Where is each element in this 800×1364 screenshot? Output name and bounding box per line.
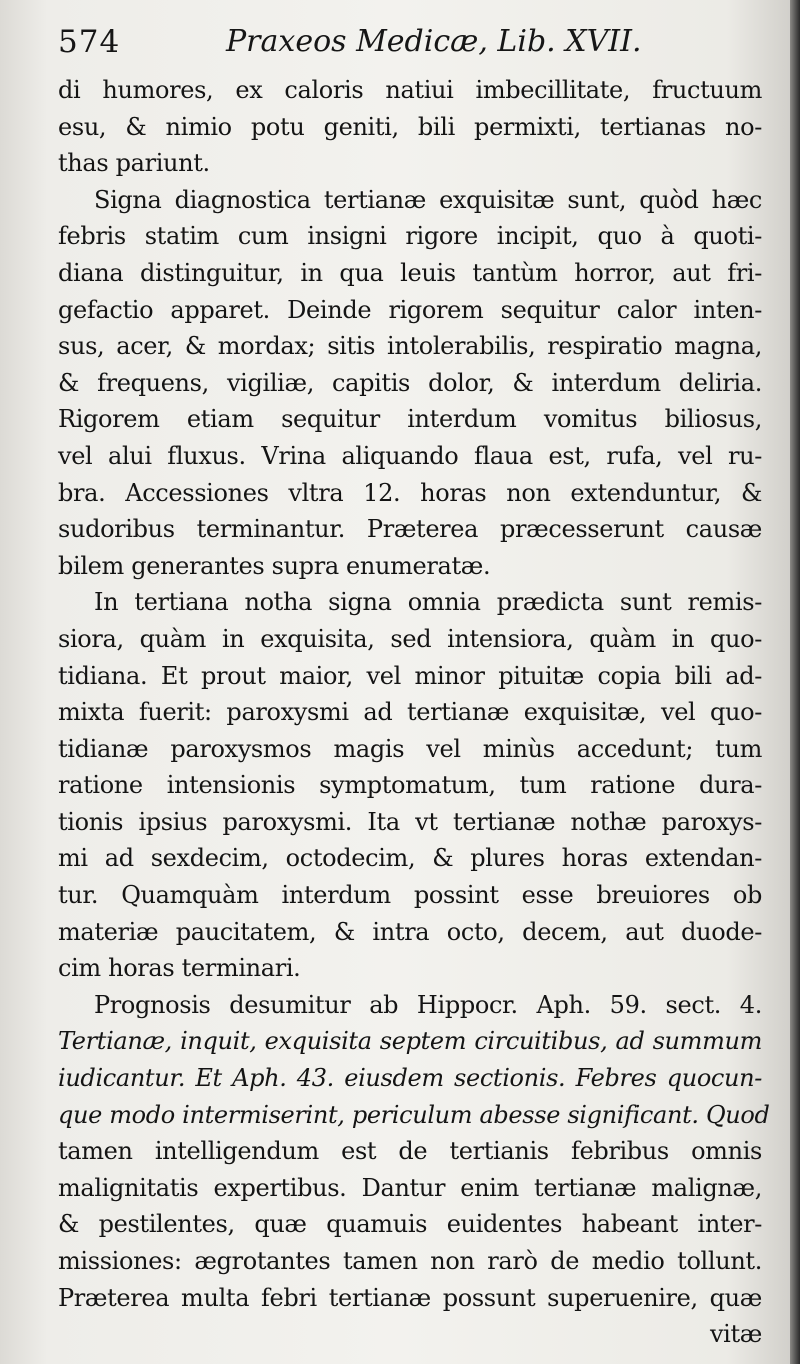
text-line: tur. Quamquàm interdum possint esse breuiores ob <box>58 881 762 910</box>
paragraph-first-line: Prognosis desumitur ab Hippocr. Aph. 59. sect. 4. <box>94 990 762 1019</box>
text-line: siora, quàm in exquisita, sed intensiora, quàm in quo- <box>58 624 762 653</box>
paragraph-first-line: Signa diagnostica tertianæ exquisitæ sunt, quòd hæc <box>94 185 762 214</box>
text-line: vel alui fluxus. Vrina aliquando flaua est, rufa, vel ru- <box>58 441 762 470</box>
quotation-line: Tertianæ, inquit, exquisita septem circuitibus, ad summum <box>58 1027 762 1056</box>
text-line: mi ad sexdecim, octodecim, & plures horas extendan- <box>58 844 762 873</box>
text-line: ratione intensionis symptomatum, tum ratione dura- <box>58 771 762 800</box>
text-line: mixta fuerit: paroxysmi ad tertianæ exquisitæ, vel quo- <box>58 698 762 727</box>
text-line: sudoribus terminantur. Præterea præcesserunt causæ <box>58 515 762 544</box>
paragraph-first-line: In tertiana notha signa omnia prædicta sunt remis- <box>94 588 762 617</box>
text-line: bra. Accessiones vltra 12. horas non extenduntur, & <box>58 478 762 507</box>
text-line: tidiana. Et prout maior, vel minor pituitæ copia bili ad- <box>58 661 762 690</box>
text-line: thas pariunt. <box>58 149 210 178</box>
text-line: cim horas terminari. <box>58 954 301 983</box>
text-line: tidianæ paroxysmos magis vel minùs accedunt; tum <box>58 734 762 763</box>
quotation-line: iudicantur. Et Aph. 43. eiusdem sectionis. Febres quocun- <box>58 1064 762 1093</box>
running-title: Praxeos Medicæ, Lib. XVII. <box>226 24 642 59</box>
text-line: tamen intelligendum est de tertianis febribus omnis <box>58 1137 762 1166</box>
text-line: & pestilentes, quæ quamuis euidentes habeant inter- <box>58 1210 762 1239</box>
text-line: materiæ paucitatem, & intra octo, decem, aut duode- <box>58 917 762 946</box>
quotation-line: que modo intermiserint, periculum abesse significant. Quod <box>58 1100 770 1129</box>
text-line: & frequens, vigiliæ, capitis dolor, & interdum deliria. <box>58 368 762 397</box>
text-line: bilem generantes supra enumeratæ. <box>58 551 491 580</box>
text-line: missiones: ægrotantes tamen non rarò de medio tollunt. <box>58 1247 762 1275</box>
text-line: diana distinguitur, in qua leuis tantùm horror, aut fri- <box>58 258 762 287</box>
text-line: tionis ipsius paroxysmi. Ita vt tertianæ nothæ paroxys- <box>58 807 762 836</box>
page-edge-shadow <box>790 0 800 1364</box>
text-line: malignitatis expertibus. Dantur enim tertianæ malignæ, <box>58 1173 762 1202</box>
catchword: vitæ <box>709 1320 762 1349</box>
text-line: sus, acer, & mordax; sitis intolerabilis, respiratio magna, <box>58 332 762 361</box>
text-line: Præterea multa febri tertianæ possunt superuenire, quæ <box>58 1283 762 1312</box>
text-line: febris statim cum insigni rigore incipit, quo à quoti- <box>58 222 762 251</box>
page-header <box>58 24 758 70</box>
text-line: Rigorem etiam sequitur interdum vomitus biliosus, <box>58 405 762 434</box>
page-number: 574 <box>58 24 121 60</box>
text-line: gefactio apparet. Deinde rigorem sequitur calor inten- <box>58 295 762 324</box>
text-line: di humores, ex caloris natiui imbecillitate, fructuum <box>58 76 762 104</box>
text-line: esu, & nimio potu geniti, bili permixti, tertianas no- <box>58 112 762 141</box>
body-text <box>58 72 770 1353</box>
